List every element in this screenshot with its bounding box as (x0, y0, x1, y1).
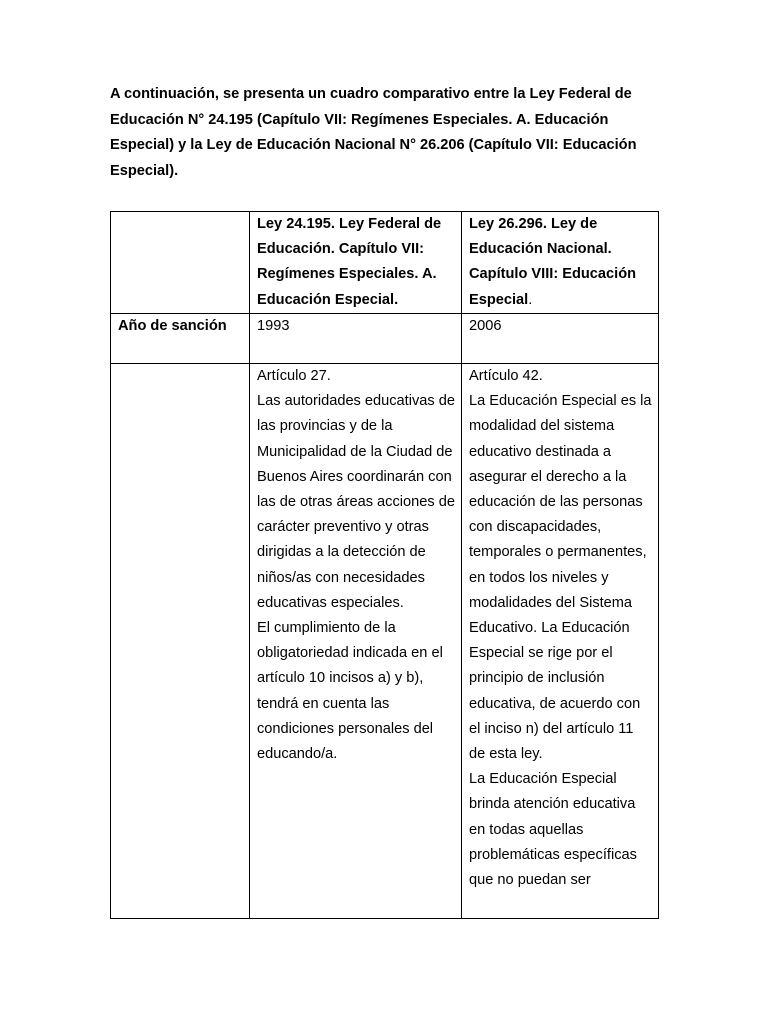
header-law-26296 (462, 212, 659, 314)
article-27-paragraph-2: El cumplimiento de la obligatoriedad indicada en el artículo 10 incisos a) y b), tendrá en cuenta las condiciones personales del educando/a. (257, 620, 443, 763)
comparison-table (110, 211, 659, 919)
article-law-24195-cell (250, 364, 462, 919)
article-27-title: Artículo 27. (257, 368, 331, 384)
year-law-24195: 1993 (250, 314, 462, 364)
year-label-cell: Año de sanción (111, 314, 250, 364)
header-empty-cell (111, 212, 250, 314)
table-row-article (111, 364, 659, 919)
article-label-cell (111, 364, 250, 919)
article-42-paragraph-2: La Educación Especial brinda atención educativa en todas aquellas problemáticas específicas que no puedan ser (469, 771, 637, 889)
article-42-paragraph-1: La Educación Especial es la modalidad del sistema educativo destinada a asegurar el derecho a la educación de las personas con discapacidades, temporales o permanentes, en todos los niveles y modalidades del Sistema Educativo. La Educación Especial se rige por el principio de inclusión educativa, de acuerdo con el inciso n) del artículo 11 de esta ley. (469, 393, 652, 763)
header-law-24195: Ley 24.195. Ley Federal de Educación. Capítulo VII: Regímenes Especiales. A. Educación Especial. (250, 212, 462, 314)
article-42-title: Artículo 42. (469, 368, 543, 384)
header-law-26296-period: . (528, 291, 533, 308)
table-header-row (111, 212, 659, 314)
article-law-26296-cell (462, 364, 659, 919)
year-law-26296: 2006 (462, 314, 659, 364)
article-27-paragraph-1: Las autoridades educativas de las provincias y de la Municipalidad de la Ciudad de Buenos Aires coordinarán con las de otras áreas acciones de carácter preventivo y otras dirigidas a la detección de niños/as con necesidades educativas especiales. (257, 393, 455, 611)
header-law-26296-title: Ley 26.296. Ley de Educación Nacional. Capítulo VIII: Educación Especial (469, 216, 637, 308)
table-row-year (111, 314, 659, 364)
intro-paragraph: A continuación, se presenta un cuadro comparativo entre la Ley Federal de Educación N° 24.195 (Capítulo VII: Regímenes Especiales. A. Educación Especial) y la Ley de Educación Nacional N° 26.206 (Capítulo VII: Educación Especial). (110, 86, 637, 179)
